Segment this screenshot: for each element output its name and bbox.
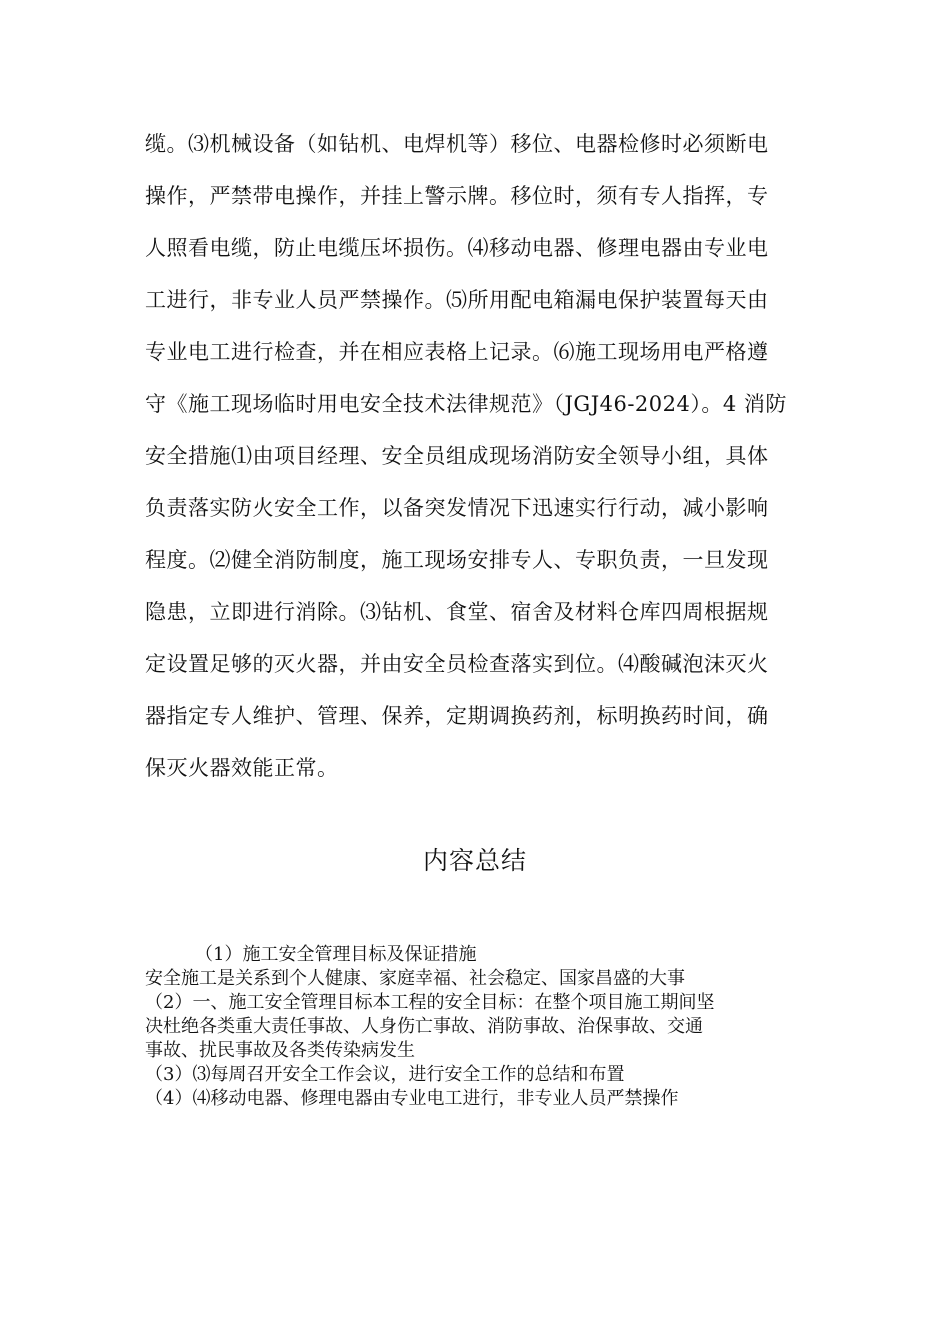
body-line: 缆。⑶机械设备（如钻机、电焊机等）移位、电器检修时必须断电 bbox=[145, 132, 769, 156]
body-line: 守《施工现场临时用电安全技术法律规范》（JGJ46-2024）。4 消防 bbox=[145, 392, 787, 416]
body-line: 程度。⑵健全消防制度，施工现场安排专人、专职负责，一旦发现 bbox=[145, 548, 769, 572]
summary-block bbox=[145, 943, 815, 1111]
body-line: 专业电工进行检查，并在相应表格上记录。⑹施工现场用电严格遵 bbox=[145, 340, 769, 364]
summary-line: （4）⑷移动电器、修理电器由专业电工进行，非专业人员严禁操作 bbox=[145, 1088, 679, 1109]
summary-line: （1）施工安全管理目标及保证措施 bbox=[195, 944, 477, 965]
summary-line: 决杜绝各类重大责任事故、人身伤亡事故、消防事故、治保事故、交通 bbox=[145, 1016, 703, 1037]
body-line: 器指定专人维护、管理、保养，定期调换药剂，标明换药时间，确 bbox=[145, 704, 769, 728]
body-paragraph bbox=[145, 118, 815, 794]
body-line: 定设置足够的灭火器，并由安全员检查落实到位。⑷酸碱泡沫灭火 bbox=[145, 652, 769, 676]
summary-line: （2）一、施工安全管理目标本工程的安全目标：在整个项目施工期间坚 bbox=[145, 992, 715, 1013]
body-line: 安全措施⑴由项目经理、安全员组成现场消防安全领导小组，具体 bbox=[145, 444, 769, 468]
body-line: 负责落实防火安全工作，以备突发情况下迅速实行行动，减小影响 bbox=[145, 496, 769, 520]
body-line: 人照看电缆，防止电缆压坏损伤。⑷移动电器、修理电器由专业电 bbox=[145, 236, 769, 260]
summary-line: （3）⑶每周召开安全工作会议，进行安全工作的总结和布置 bbox=[145, 1064, 625, 1085]
body-line: 保灭火器效能正常。 bbox=[145, 756, 339, 780]
body-line: 工进行，非专业人员严禁操作。⑸所用配电箱漏电保护装置每天由 bbox=[145, 288, 769, 312]
body-line: 操作，严禁带电操作，并挂上警示牌。移位时，须有专人指挥，专 bbox=[145, 184, 769, 208]
body-line: 隐患，立即进行消除。⑶钻机、食堂、宿舍及材料仓库四周根据规 bbox=[145, 600, 769, 624]
summary-line: 事故、扰民事故及各类传染病发生 bbox=[145, 1040, 415, 1061]
summary-line: 安全施工是关系到个人健康、家庭幸福、社会稳定、国家昌盛的大事 bbox=[145, 968, 685, 989]
summary-title: 内容总结 bbox=[422, 846, 527, 875]
